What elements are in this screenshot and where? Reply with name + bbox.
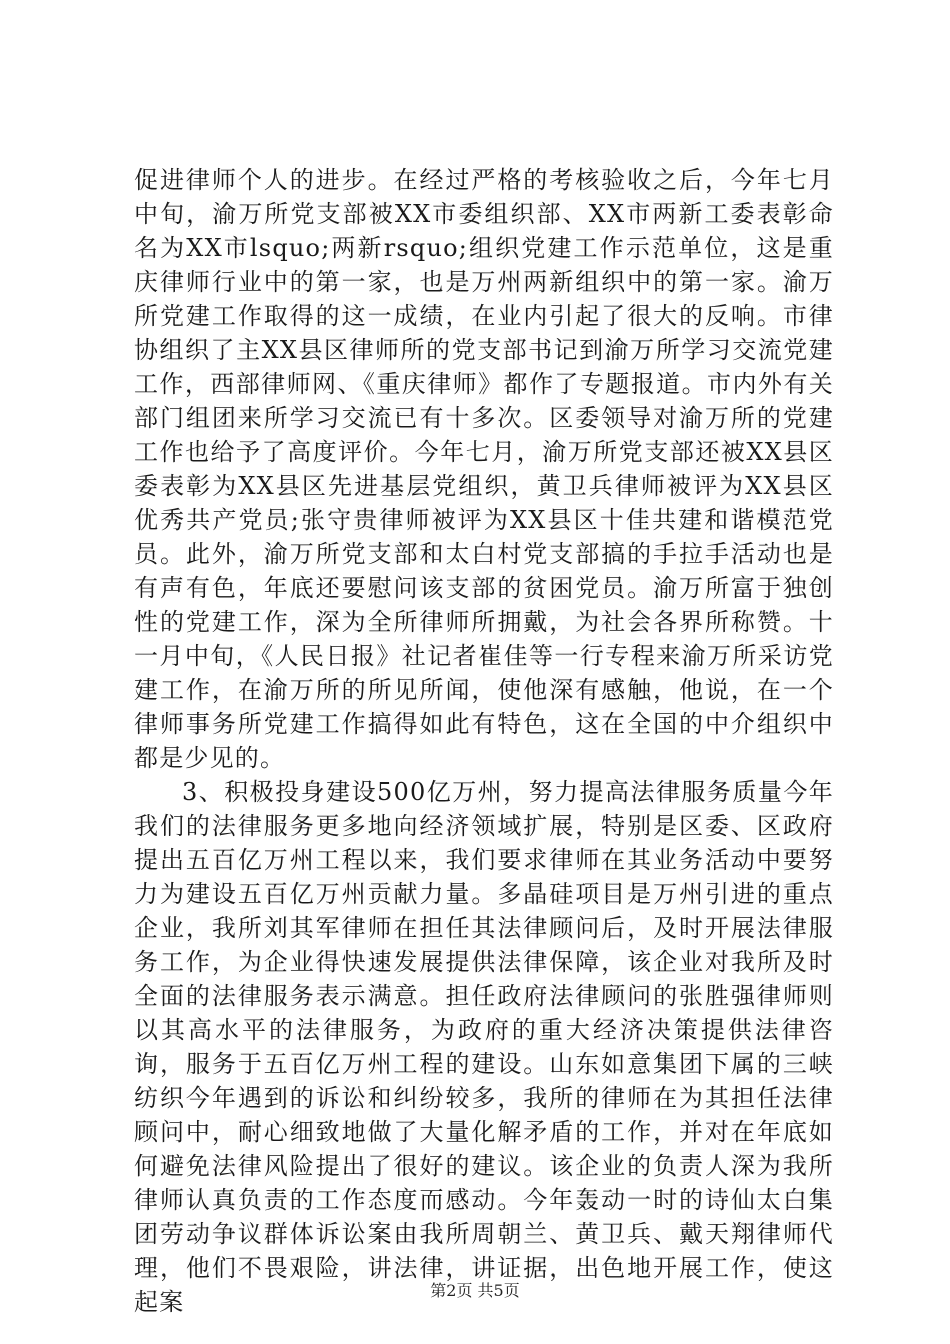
- document-body: [134, 163, 834, 1319]
- page-number-footer: 第2页 共5页: [430, 1281, 520, 1300]
- paragraph-party-building: 促进律师个人的进步。在经过严格的考核验收之后，今年七月中旬，渝万所党支部被XX市委组织部、XX市两新工委表彰命名为XX市lsquo;两新rsquo;组织党建工作示范单位，这是重庆律师行业中的第一家，也是万州两新组织中的第一家。渝万所党建工作取得的这一成绩，在业内引起了很大的反响。市律协组织了主XX县区律师所的党支部书记到渝万所学习交流党建工作，西部律师网、《重庆律师》都作了专题报道。市内外有关部门组团来所学习交流已有十多次。区委领导对渝万所的党建工作也给予了高度评价。今年七月，渝万所党支部还被XX县区委表彰为XX县区先进基层党组织，黄卫兵律师被评为XX县区优秀共产党员;张守贵律师被评为XX县区十佳共建和谐模范党员。此外，渝万所党支部和太白村党支部搞的手拉手活动也是有声有色，年底还要慰问该支部的贫困党员。渝万所富于独创性的党建工作，深为全所律师所拥戴，为社会各界所称赞。十一月中旬，《人民日报》社记者崔佳等一行专程来渝万所采访党建工作，在渝万所的所见所闻，使他深有感触，他说，在一个律师事务所党建工作搞得如此有特色，这在全国的中介组织中都是少见的。: [134, 166, 834, 772]
- paragraph-legal-services: 3、积极投身建设500亿万州，努力提高法律服务质量今年我们的法律服务更多地向经济领域扩展，特别是区委、区政府提出五百亿万州工程以来，我们要求律师在其业务活动中要努力为建设五百亿万州贡献力量。多晶硅项目是万州引进的重点企业，我所刘其军律师在担任其法律顾问后，及时开展法律服务工作，为企业得快速发展提供法律保障，该企业对我所及时全面的法律服务表示满意。担任政府法律顾问的张胜强律师则以其高水平的法律服务，为政府的重大经济决策提供法律咨询，服务于五百亿万州工程的建设。山东如意集团下属的三峡纺织今年遇到的诉讼和纠纷较多，我所的律师在为其担任法律顾问中，耐心细致地做了大量化解矛盾的工作，并对在年底如何避免法律风险提出了很好的建议。该企业的负责人深为我所律师认真负责的工作态度而感动。今年轰动一时的诗仙太白集团劳动争议群体诉讼案由我所周朝兰、黄卫兵、戴天翔律师代理，他们不畏艰险，讲法律，讲证据，出色地开展工作，使这起案: [134, 778, 834, 1316]
